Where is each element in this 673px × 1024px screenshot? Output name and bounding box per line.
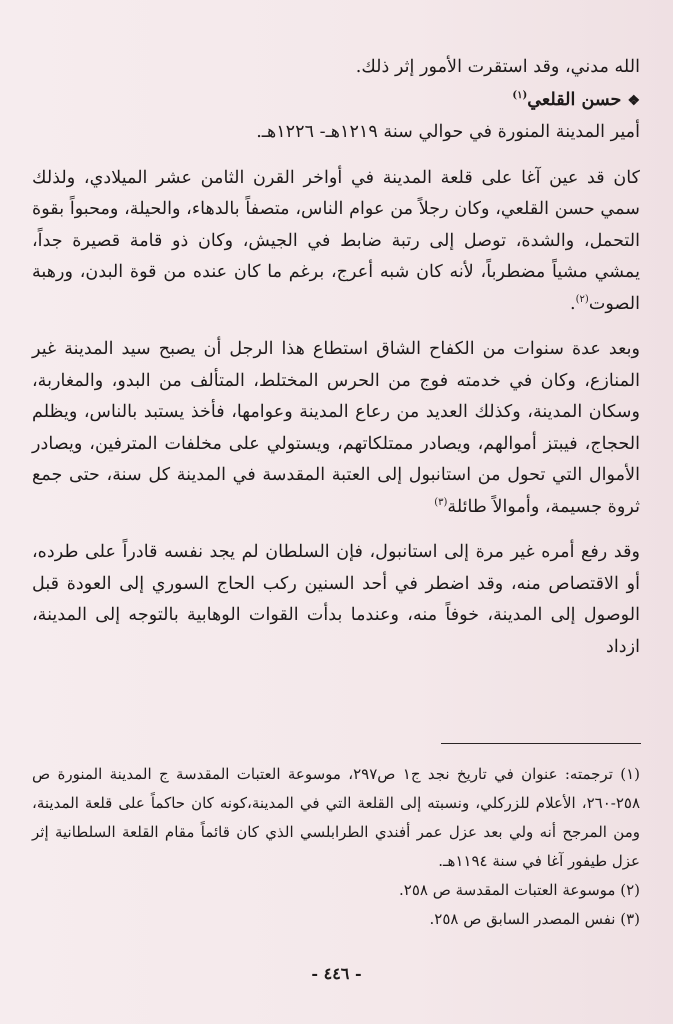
paragraph-tenure: أمير المدينة المنورة في حوالي سنة ١٢١٩هـ- ١٢٢٦هـ. (256, 122, 640, 142)
footnote-1: (١) ترجمته: عنوان في تاريخ نجد ج١ ص٢٩٧، موسوعة العتبات المقدسة ج المدينة المنورة ص ٢٥٨-٢٦٠، الأعلام للزركلي، ونسبته إلى القلعة التي في المدينة،كونه كان حاكماً على قلعة المدينة، ومن المرجح أنه ولي بعد عزل عمر أفندي الطرابلسي الذي كان قائماً مقام القلعة السلطانية إثر عزل طيفور آغا في سنة ١١٩٤هـ. (32, 765, 640, 870)
paragraph-rise (32, 334, 640, 523)
paragraph-biography-text: كان قد عين آغا على قلعة المدينة في أواخر القرن الثامن عشر الميلادي، ولذلك سمي حسن القلعي، وكان رجلاً من عوام الناس، متصفاً بالدهاء، والحيلة، ومحبواً بقوة التحمل، والشدة، توصل إلى رتبة ضابط في الجيش، وكان ذو قامة قصيرة جداً، يمشي مشياً مضطرباً، لأنه كان شبه أعرج، برغم ما كان عنده من قوة البدن، ورهبة الصوت (32, 167, 640, 314)
footnote-3: (٣) نفس المصدر السابق ص ٢٥٨. (429, 910, 640, 928)
page-number: - ٤٤٦ - (311, 964, 362, 983)
opening-line: الله مدني، وقد استقرت الأمور إثر ذلك. (355, 57, 640, 77)
diamond-bullet-icon: ❖ (627, 92, 640, 109)
footnote-ref-3: (٣) (434, 496, 448, 508)
section-heading (32, 84, 640, 118)
main-text (32, 52, 640, 663)
paragraph-biography (32, 163, 640, 321)
footnote-ref-2: (٢) (575, 293, 589, 305)
paragraph-rise-text: وبعد عدة سنوات من الكفاح الشاق استطاع هذا الرجل أن يصبح سيد المدينة غير المنازع، وكان في خدمته فوج من الحرس المختلط، المتألف من البدو، والمغاربة، وسكان المدينة، وكذلك العديد من رعاع المدينة وعوامها، فأخذ يستبد بالناس، ويظلم الحجاج، فيبتز أموالهم، ويصادر ممتلكاتهم، ويستولي على مخلفات المترفين، ويصادر الأموال التي تحول من استانبول إلى العتبة المقدسة في المدينة كل سنة، حتى جمع ثروة جسيمة، وأموالاً طائلة (32, 339, 640, 517)
footnote-divider (441, 743, 641, 744)
paragraph-complaints: وقد رفع أمره غير مرة إلى استانبول، فإن السلطان لم يجد نفسه قادراً على طرده، أو الاقتصاص منه، وقد اضطر في أحد السنين ركب الحاج السوري إلى العودة قبل الوصول إلى المدينة، خوفاً منه، وعندما بدأت القوات الوهابية بالتوجه إلى المدينة، ازداد (32, 542, 640, 657)
paragraph-biography-end: . (570, 293, 576, 314)
footnotes (32, 760, 640, 934)
heading-title: حسن القلعي (527, 88, 622, 110)
footnote-2: (٢) موسوعة العتبات المقدسة ص ٢٥٨. (399, 881, 640, 899)
footnote-ref-1: (١) (512, 89, 528, 101)
